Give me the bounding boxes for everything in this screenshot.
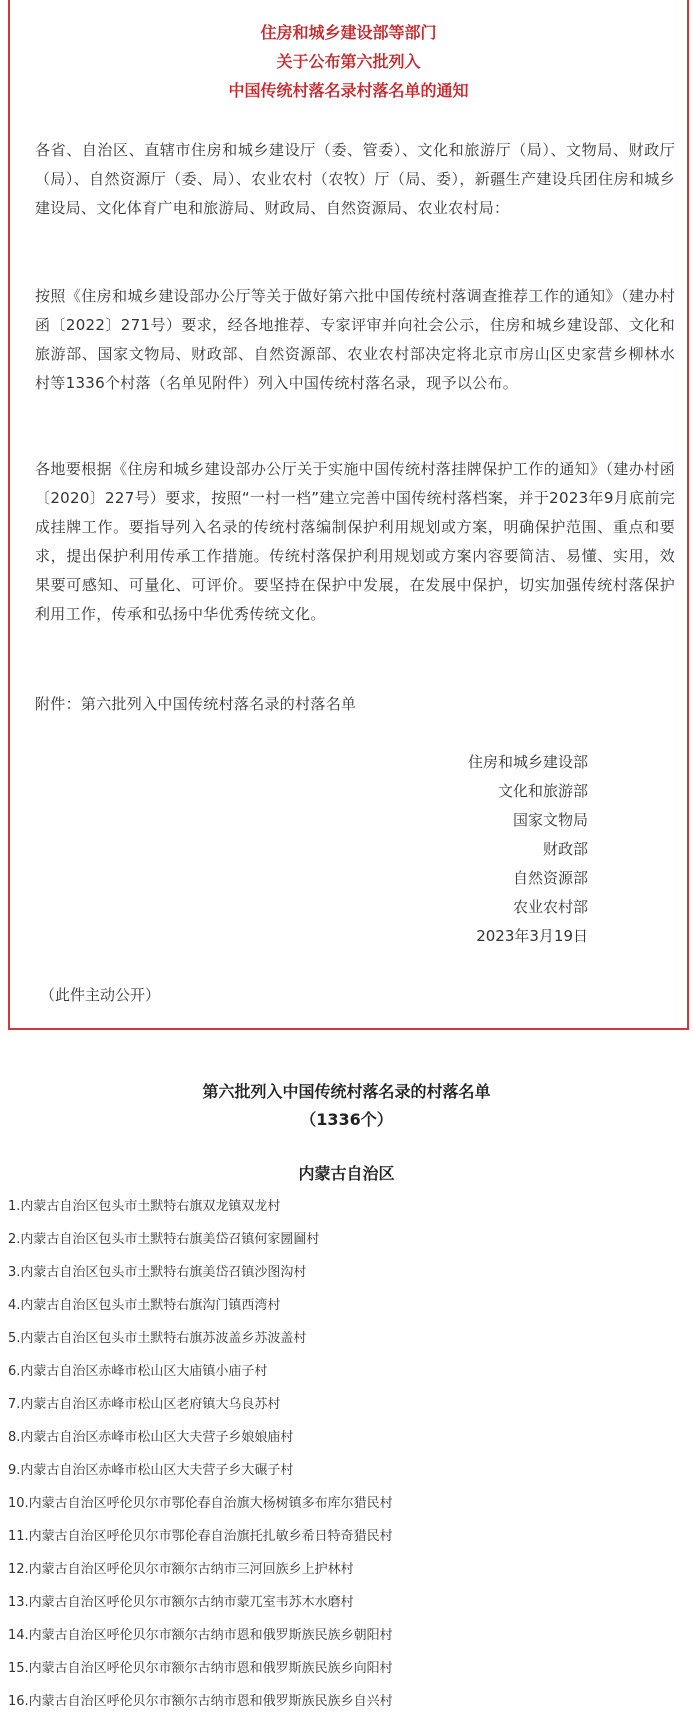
village-list-item: 16.内蒙古自治区呼伦贝尔市额尔古纳市恩和俄罗斯族民族乡自兴村 (8, 1694, 393, 1709)
village-list (8, 1190, 393, 1718)
notice-title-line: 中国传统村落名录村落名单的通知 (228, 81, 469, 100)
village-list-item: 13.内蒙古自治区呼伦贝尔市额尔古纳市蒙兀室韦苏木水磨村 (8, 1595, 354, 1610)
signatory: 财政部 (542, 840, 588, 858)
village-list-item: 4.内蒙古自治区包头市土默特右旗沟门镇西湾村 (8, 1298, 281, 1313)
notice-box (8, 0, 689, 1030)
village-list-item: 14.内蒙古自治区呼伦贝尔市额尔古纳市恩和俄罗斯族民族乡朝阳村 (8, 1628, 393, 1643)
list-count: （1336个） (300, 1110, 393, 1129)
notice-attachment: 附件：第六批列入中国传统村落名录的村落名单 (35, 695, 357, 713)
village-list-item: 5.内蒙古自治区包头市土默特右旗苏波盖乡苏波盖村 (8, 1331, 307, 1346)
region-heading: 内蒙古自治区 (298, 1164, 395, 1183)
village-list-item: 2.内蒙古自治区包头市土默特右旗美岱召镇何家圐圙村 (8, 1232, 320, 1247)
village-list-item: 12.内蒙古自治区呼伦贝尔市额尔古纳市三河回族乡上护林村 (8, 1562, 354, 1577)
signatory: 住房和城乡建设部 (467, 753, 588, 771)
village-list-item: 8.内蒙古自治区赤峰市松山区大夫营子乡娘娘庙村 (8, 1430, 294, 1445)
notice-body-paragraph: 按照《住房和城乡建设部办公厅等关于做好第六批中国传统村落调查推荐工作的通知》（建办村函〔2022〕271号）要求，经各地推荐、专家评审并向社会公示，住房和城乡建设部、文化和旅游部、国家文物局、财政部、自然资源部、农业农村部决定将北京市房山区史家营乡柳林水村等1336个村落（名单见附件）列入中国传统村落名录，现予以公布。 (35, 287, 675, 392)
notice-addressee-paragraph: 各省、自治区、直辖市住房和城乡建设厅（委、管委）、文化和旅游厅（局）、文物局、财政厅（局）、自然资源厅（委、局）、农业农村（农牧）厅（局、委），新疆生产建设兵团住房和城乡建设局、文化体育广电和旅游局、财政局、自然资源局、农业农村局： (35, 141, 675, 217)
notice-date: 2023年3月19日 (476, 927, 588, 945)
notice-title-line: 住房和城乡建设部等部门 (260, 23, 437, 42)
village-list-item: 11.内蒙古自治区呼伦贝尔市鄂伦春自治旗托扎敏乡希日特奇猎民村 (8, 1529, 393, 1544)
village-list-item: 6.内蒙古自治区赤峰市松山区大庙镇小庙子村 (8, 1364, 268, 1379)
notice-signatories (468, 748, 588, 951)
list-title-line: 第六批列入中国传统村落名录的村落名单 (202, 1082, 491, 1101)
disclosure-note: （此件主动公开） (40, 986, 161, 1004)
list-title (0, 1078, 693, 1134)
village-list-item: 10.内蒙古自治区呼伦贝尔市鄂伦春自治旗大杨树镇多布库尔猎民村 (8, 1496, 393, 1511)
signatory: 国家文物局 (512, 811, 588, 829)
village-list-item: 3.内蒙古自治区包头市土默特右旗美岱召镇沙图沟村 (8, 1265, 307, 1280)
village-list-item: 7.内蒙古自治区赤峰市松山区老府镇大乌良苏村 (8, 1397, 281, 1412)
notice-requirements-paragraph: 各地要根据《住房和城乡建设部办公厅关于实施中国传统村落挂牌保护工作的通知》（建办村函〔2020〕227号）要求，按照“一村一档”建立完善中国传统村落档案，并于2023年9月底前完成挂牌工作。要指导列入名录的传统村落编制保护利用规划或方案，明确保护范围、重点和要求，提出保护利用传承工作措施。传统村落保护利用规划或方案内容要简洁、易懂、实用，效果要可感知、可量化、可评价。要坚持在保护中发展，在发展中保护，切实加强传统村落保护利用工作，传承和弘扬中华优秀传统文化。 (35, 460, 675, 623)
village-list-item: 9.内蒙古自治区赤峰市松山区大夫营子乡大碾子村 (8, 1463, 294, 1478)
notice-title-line: 关于公布第六批列入 (276, 52, 421, 71)
signatory: 农业农村部 (512, 898, 588, 916)
notice-title (10, 18, 687, 105)
village-list-item: 15.内蒙古自治区呼伦贝尔市额尔古纳市恩和俄罗斯族民族乡向阳村 (8, 1661, 393, 1676)
village-list-item: 1.内蒙古自治区包头市土默特右旗双龙镇双龙村 (8, 1199, 281, 1214)
signatory: 文化和旅游部 (497, 782, 588, 800)
signatory: 自然资源部 (512, 869, 588, 887)
